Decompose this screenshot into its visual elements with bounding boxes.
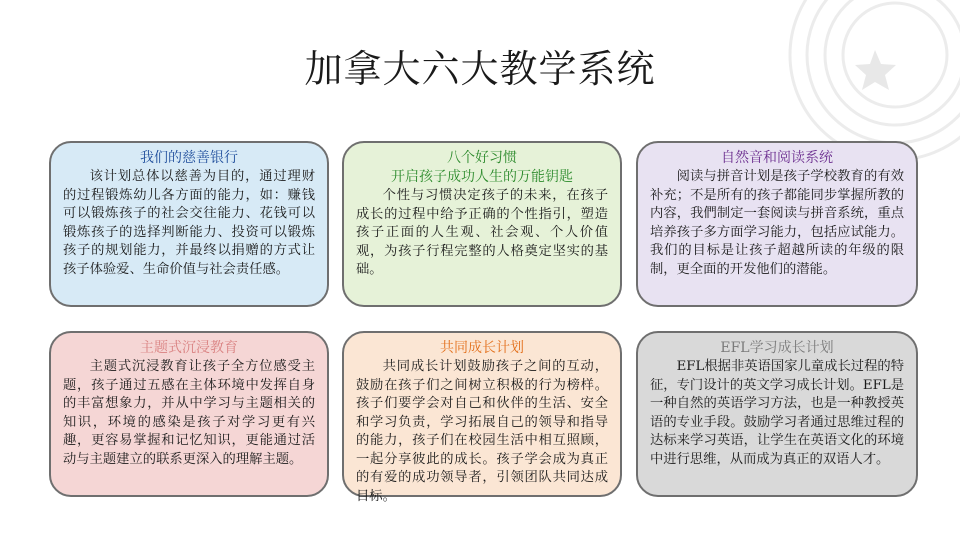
- card-grow-together: [342, 331, 622, 504]
- card-body: 阅读与拼音计划是孩子学校教育的有效补充；不是所有的孩子都能同步掌握所教的内容，我們制定一套阅读与拼音系统，重点培养孩子多方面学习能力，包括应试能力。我们的目标是让孩子超越所读的年级的限制，更全面的开发他们的潜能。: [650, 169, 904, 277]
- card-body: 个性与习惯决定孩子的未来，在孩子成长的过程中给予正确的个性指引，塑造孩子正面的人生观、社会观、个人价值观，为孩子行程完整的人格奠定坚实的基础。: [356, 188, 608, 277]
- card-body: 主题式沉浸教育让孩子全方位感受主题，孩子通过五感在主体环境中发挥自身的丰富想象力，并从中学习与主题相关的知识，环境的感染是孩子对学习更有兴趣，更容易掌握和记忆知识，更能通过活动与主题建立的联系更深入的理解主题。: [63, 359, 315, 467]
- card-immersive-theme: [49, 331, 329, 497]
- card-body: 该计划总体以慈善为目的，通过理财的过程锻炼幼儿各方面的能力，如：赚钱可以锻炼孩子的社会交往能力、花钱可以锻炼孩子的选择判断能力、投资可以锻炼孩子的规划能力，并最终以捐赠的方式让孩子体验爱、生命价值与社会责任感。: [63, 169, 315, 277]
- card-subheading: 开启孩子成功人生的万能钥匙: [391, 169, 573, 185]
- card-body: 共同成长计划鼓励孩子之间的互动，鼓励在孩子们之间树立积极的行为榜样。孩子们要学会对自己和伙伴的生活、安全和学习负责，学习拓展自己的领导和指导的能力，孩子们在校园生活中相互照顾，一起分享彼此的成长。孩子学会成为真正的有爱的成功领导者，引领团队共同达成目标。: [356, 359, 608, 504]
- page-title: 加拿大六大教学系统: [304, 47, 656, 91]
- card-heading: 八个好习惯: [447, 150, 517, 166]
- card-heading: 我们的慈善银行: [140, 150, 238, 166]
- card-heading: 主题式沉浸教育: [140, 340, 238, 356]
- card-heading: EFL学习成长计划: [720, 340, 834, 356]
- card-body: EFL根据非英语国家儿童成长过程的特征，专门设计的英文学习成长计划。EFL是一种自然的英语学习方法，也是一种教授英语的专业手段。鼓励学习者通过思维过程的达标来学习英语，让学生在英语文化的环境中进行思维，从而成为真正的双语人才。: [650, 359, 904, 467]
- card-heading: 共同成长计划: [440, 340, 524, 356]
- card-efl-program: [636, 331, 918, 497]
- card-eight-habits: [342, 141, 622, 307]
- card-charity-bank: [49, 141, 329, 307]
- card-heading: 自然音和阅读系统: [721, 150, 833, 166]
- card-phonics-reading: [636, 141, 918, 307]
